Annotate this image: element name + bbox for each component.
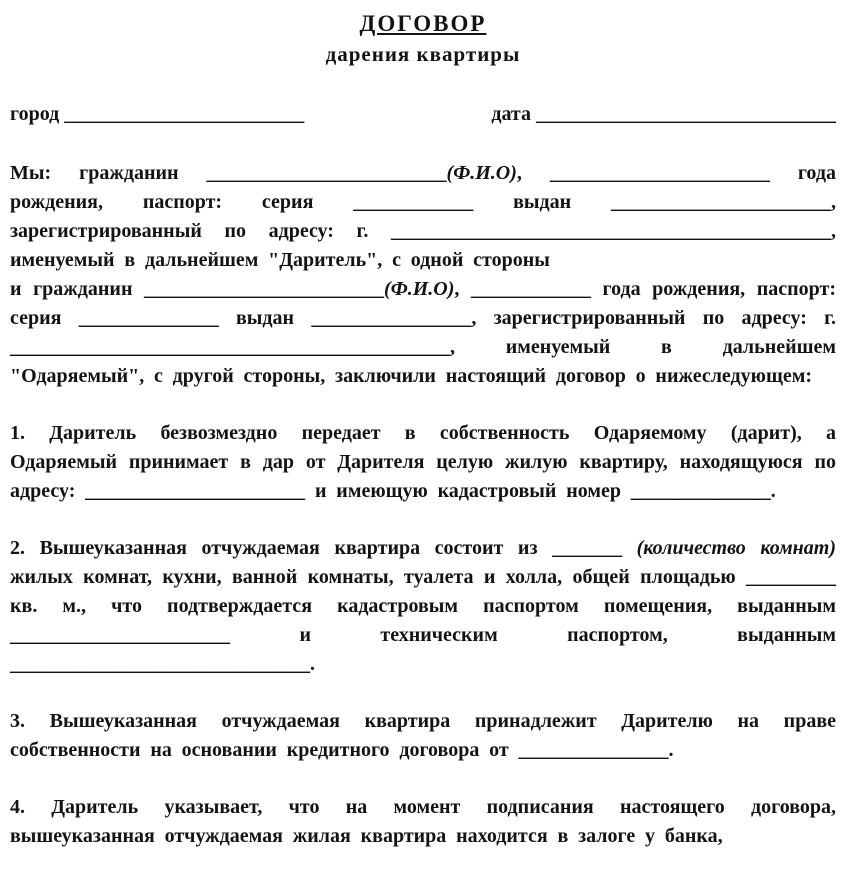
clause-1-paragraph bbox=[10, 419, 836, 506]
donor-address-blank: ____________________________________________ bbox=[391, 220, 831, 243]
city-date-row bbox=[10, 100, 836, 129]
donor-passport-issued-blank: ______________________ bbox=[611, 191, 831, 214]
clause-2-paragraph bbox=[10, 534, 836, 679]
apartment-address-blank: ______________________ bbox=[85, 480, 306, 503]
text-run: . bbox=[668, 739, 674, 762]
donor-name-blank: ________________________ bbox=[206, 162, 447, 185]
credit-agreement-date-blank: _______________ bbox=[518, 739, 669, 762]
clause-4-paragraph bbox=[10, 793, 836, 851]
cadastral-passport-issuer-blank: ______________________ bbox=[10, 624, 230, 647]
text-run: жилых комнат, кухни, ванной комнаты, туалета и холла, общей площадью bbox=[10, 566, 746, 589]
text-run: и гражданин bbox=[10, 278, 145, 301]
text-run: 2. Вышеуказанная отчуждаемая квартира состоит из bbox=[10, 537, 553, 560]
text-run: выдан bbox=[218, 307, 312, 330]
city-label: город bbox=[10, 103, 60, 126]
date-label: дата bbox=[491, 103, 531, 126]
intro-donee-paragraph bbox=[10, 275, 836, 391]
text-run bbox=[622, 537, 637, 559]
text-run: выдан bbox=[473, 191, 611, 214]
clause-3-paragraph bbox=[10, 707, 836, 765]
date-pair bbox=[491, 100, 836, 129]
text-run: и техническим паспортом, выданным bbox=[230, 624, 836, 647]
donor-birth-year-blank: ______________________ bbox=[549, 162, 770, 185]
donee-passport-issued-blank: ________________ bbox=[311, 307, 472, 330]
text-run: 1. Даритель безвозмездно передает в собственность Одаряемому (дарит), а Одаряемый принимает в дар от Дарителя целую жилую квартиру, находящуюся по адресу: bbox=[10, 422, 836, 503]
city-blank-field: ________________________ bbox=[64, 103, 305, 126]
text-run: . bbox=[770, 480, 776, 503]
city-pair bbox=[10, 100, 304, 129]
text-run: , именуемый в дальнейшем "Даритель", с одной стороны bbox=[10, 220, 836, 272]
text-run: . bbox=[310, 653, 315, 676]
donee-name-blank: ________________________ bbox=[144, 278, 385, 301]
text-run: кв. м., что подтверждается кадастровым паспортом помещения, выданным bbox=[10, 595, 836, 618]
text-run: , зарегистрированный по адресу: г. bbox=[10, 191, 836, 243]
area-blank: _________ bbox=[746, 566, 836, 589]
text-run: года рождения, паспорт: серия bbox=[10, 278, 836, 330]
donee-birth-year-blank: ____________ bbox=[470, 278, 591, 301]
text-run: 4. Даритель указывает, что на момент подписания настоящего договора, вышеуказанная отчуждаемая жилая квартира находится в залоге у банка, bbox=[10, 796, 836, 848]
text-run: 3. Вышеуказанная отчуждаемая квартира принадлежит Дарителю на праве собственности на основании кредитного договора от bbox=[10, 710, 836, 762]
rooms-count-blank: _______ bbox=[552, 537, 623, 560]
fio-note: (Ф.И.О) bbox=[384, 278, 455, 301]
technical-passport-issuer-blank: ______________________________ bbox=[10, 653, 310, 676]
document-subtitle: дарения квартиры bbox=[325, 42, 521, 67]
text-run: года рождения, паспорт: серия bbox=[10, 162, 836, 214]
document-title: ДОГОВОР bbox=[359, 11, 487, 36]
intro-donor-paragraph bbox=[10, 159, 836, 275]
text-run: Мы: гражданин bbox=[10, 162, 207, 185]
text-run: , зарегистрированный по адресу: г. bbox=[471, 307, 836, 330]
text-run: и имеющую кадастровый номер bbox=[305, 480, 631, 503]
text-run: , bbox=[516, 162, 550, 185]
donor-passport-series-blank: ____________ bbox=[353, 191, 474, 214]
text-run: , именуемый в дальнейшем "Одаряемый", с другой стороны, заключили настоящий договор о нижеследующем: bbox=[10, 336, 836, 388]
donee-address-blank: ____________________________________________ bbox=[10, 336, 450, 359]
fio-note: (Ф.И.О) bbox=[446, 162, 517, 185]
donee-passport-series-blank: ______________ bbox=[78, 307, 219, 330]
date-blank-field: ______________________________ bbox=[536, 103, 836, 126]
text-run: , bbox=[454, 278, 471, 301]
cadastral-number-blank: ______________ bbox=[630, 480, 771, 503]
rooms-count-note: (количество комнат) bbox=[636, 537, 836, 560]
